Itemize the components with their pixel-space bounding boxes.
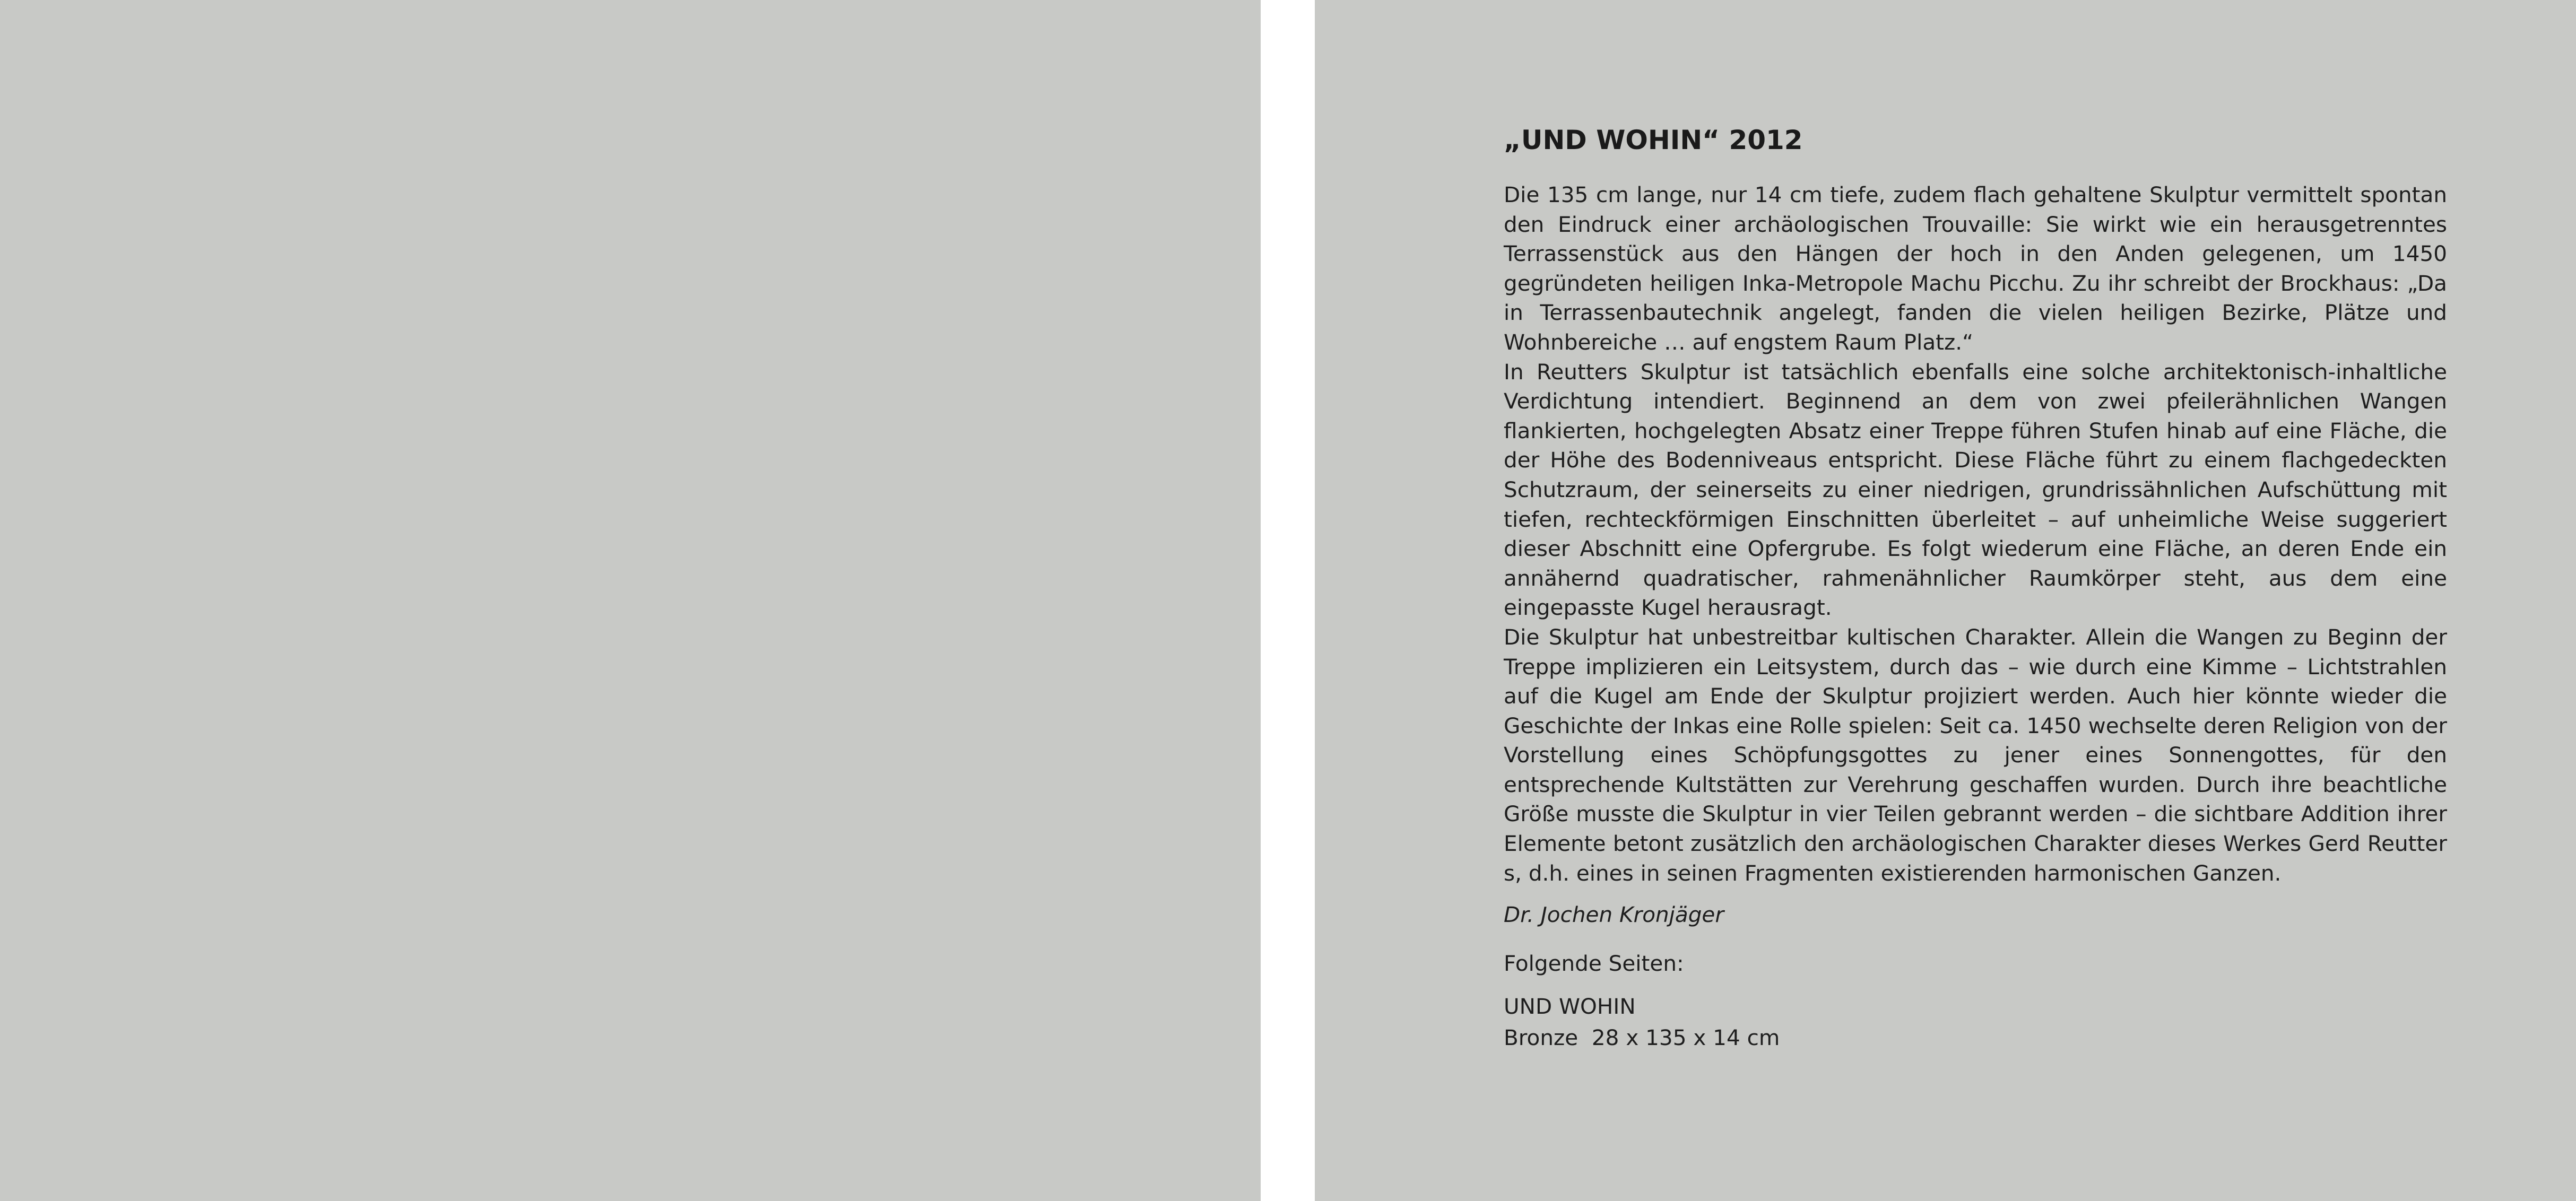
text-column: [1504, 123, 2447, 1054]
left-page: [0, 0, 1261, 1201]
body-text: [1504, 180, 2447, 888]
work-details: Bronze 28 x 135 x 14 cm: [1504, 1025, 1780, 1051]
work-title: UND WOHIN: [1504, 994, 1636, 1020]
paragraph-2: In Reutters Skulptur ist tatsächlich ebenfalls eine solche architektonisch-inhaltliche Verdichtung intendiert. Beginnend an dem von zwei pfeilerähnlichen Wangen flankierten, hochgelegten Absatz einer Treppe führen Stufen hinab auf eine Fläche, die der Höhe des Bodenniveaus entspricht. Diese Fläche führt zu einem flachgedeckten Schutzraum, der seinerseits zu einer niedrigen, grundrissähnlichen Aufschüttung mit tiefen, rechteckförmigen Einschnitten überleitet – auf unheimliche Weise suggeriert dieser Abschnitt eine Opfergrube. Es folgt wiederum eine Fläche, an deren Ende ein annähernd quadratischer, rahmenähnlicher Raumkörper steht, aus dem eine eingepasste Kugel herausragt.: [1504, 359, 2447, 621]
work-caption: [1504, 991, 2447, 1054]
paragraph-3: Die Skulptur hat unbestreitbar kultischen Charakter. Allein die Wangen zu Beginn der Treppe implizieren ein Leitsystem, durch das – wie durch eine Kimme – Lichtstrahlen auf die Kugel am Ende der Skulptur projiziert werden. Auch hier könnte wieder die Geschichte der Inkas eine Rolle spielen: Seit ca. 1450 wechselte deren Religion von der Vorstellung eines Schöpfungsgottes zu jener eines Sonnengottes, für den entsprechende Kultstätten zur Verehrung geschaffen wurden. Durch ihre beachtliche Größe musste die Skulptur in vier Teilen gebrannt werden – die sichtbare Addition ihrer Elemente betont zusätzlich den archäologischen Charakter dieses Werkes Gerd Reutter s, d.h. eines in seinen Fragmenten existierenden harmonischen Ganzen.: [1504, 624, 2447, 886]
paragraph-1: Die 135 cm lange, nur 14 cm tiefe, zudem flach gehaltene Skulptur vermittelt spontan den Eindruck einer archäologischen Trouvaille: Sie wirkt wie ein herausgetrenntes Terrassenstück aus den Hängen der hoch in den Anden gelegenen, um 1450 gegründeten heiligen Inka-Metropole Machu Picchu. Zu ihr schreibt der Brockhaus: „Da in Terrassenbautechnik angelegt, fanden die vielen heiligen Bezirke, Plätze und Wohnbereiche … auf engstem Raum Platz.“: [1504, 182, 2447, 355]
page-title: „UND WOHIN“ 2012: [1504, 125, 1803, 155]
author-name: Dr. Jochen Kronjäger: [1504, 902, 1724, 928]
right-page: [1315, 0, 2576, 1201]
next-pages-label: Folgende Seiten:: [1504, 951, 1684, 977]
